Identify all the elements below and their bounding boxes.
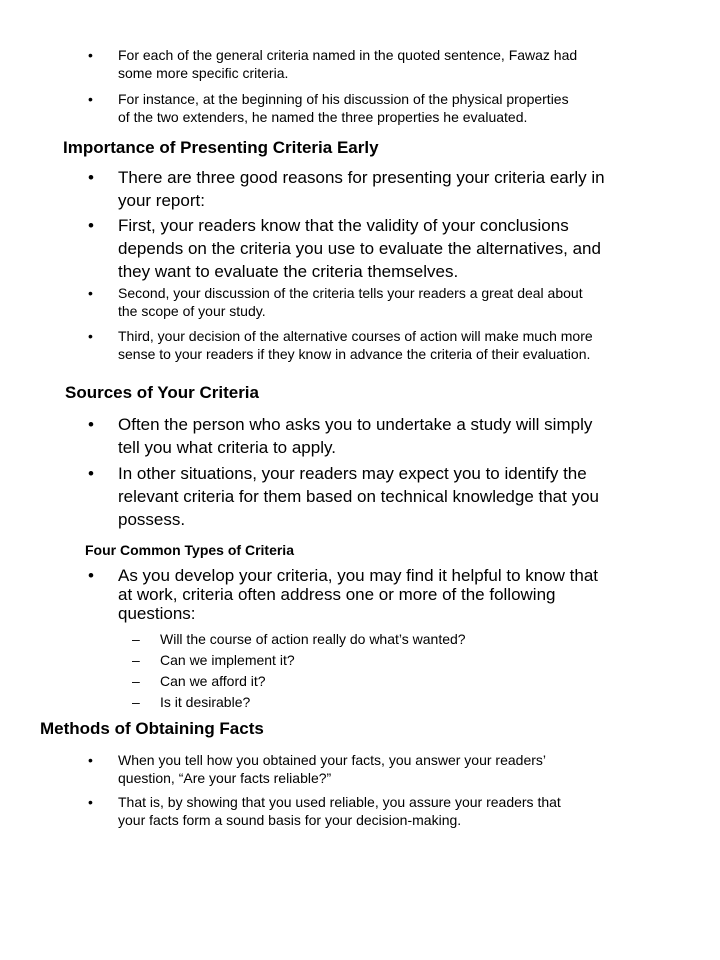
section-heading: Four Common Types of Criteria: [85, 542, 294, 558]
bullet-marker: •: [88, 168, 94, 187]
sub-item: Is it desirable?: [160, 694, 251, 710]
bullet-marker: •: [88, 328, 93, 344]
sub-item: Can we implement it?: [160, 652, 295, 668]
bullet-marker: •: [88, 566, 94, 585]
dash-marker: –: [132, 694, 140, 710]
section-heading: Sources of Your Criteria: [65, 383, 259, 402]
bullet-text: For instance, at the beginning of his discussion of the physical properties of the two extenders, he named the three properties he evaluated.: [118, 91, 569, 125]
bullet-marker: •: [88, 752, 93, 768]
bullet-text: First, your readers know that the validity of your conclusions depends on the criteria you use to evaluate the alternatives, and they want to evaluate the criteria themselves.: [118, 216, 601, 281]
dash-marker: –: [132, 652, 140, 668]
sub-item: Can we afford it?: [160, 673, 266, 689]
bullet-text: In other situations, your readers may expect you to identify the relevant criteria for them based on technical knowledge that you possess.: [118, 464, 599, 529]
bullet-text: There are three good reasons for presenting your criteria early in your report:: [118, 168, 605, 210]
dash-marker: –: [132, 673, 140, 689]
bullet-text: Second, your discussion of the criteria tells your readers a great deal about the scope of your study.: [118, 285, 583, 319]
bullet-text: For each of the general criteria named in the quoted sentence, Fawaz had some more specific criteria.: [118, 47, 578, 81]
bullet-marker: •: [88, 285, 93, 301]
bullet-text: When you tell how you obtained your facts, you answer your readers’ question, “Are your facts reliable?”: [118, 752, 547, 786]
dash-marker: –: [132, 631, 140, 647]
sub-item: Will the course of action really do what’s wanted?: [160, 631, 466, 647]
bullet-marker: •: [88, 91, 93, 107]
bullet-text: That is, by showing that you used reliable, you assure your readers that your facts form a sound basis for your decision-making.: [118, 794, 561, 828]
section-heading: Importance of Presenting Criteria Early: [63, 138, 379, 157]
section-heading: Methods of Obtaining Facts: [40, 719, 264, 738]
bullet-marker: •: [88, 415, 94, 434]
bullet-marker: •: [88, 464, 94, 483]
bullet-text: As you develop your criteria, you may find it helpful to know that at work, criteria often address one or more of the following questions:: [118, 566, 599, 623]
bullet-marker: •: [88, 794, 93, 810]
bullet-text: Often the person who asks you to undertake a study will simply tell you what criteria to apply.: [118, 415, 593, 457]
bullet-marker: •: [88, 47, 93, 63]
bullet-text: Third, your decision of the alternative courses of action will make much more sense to your readers if they know in advance the criteria of their evaluation.: [118, 328, 593, 362]
bullet-marker: •: [88, 216, 94, 235]
